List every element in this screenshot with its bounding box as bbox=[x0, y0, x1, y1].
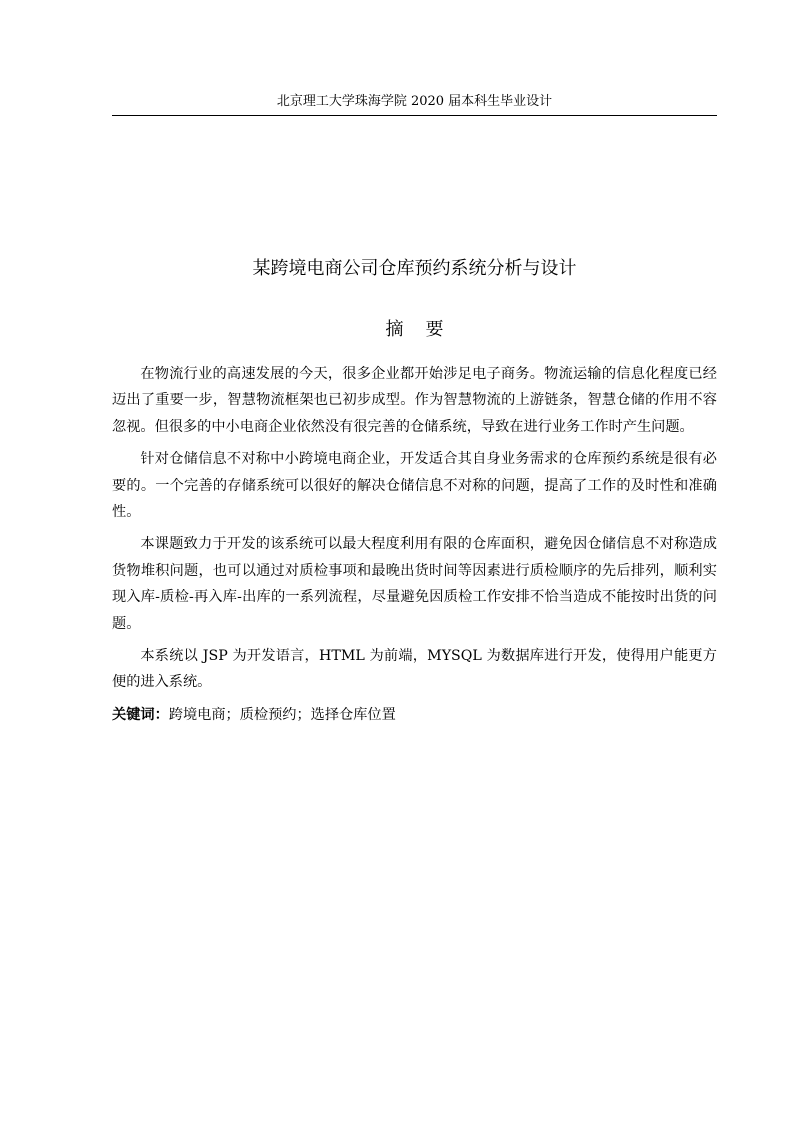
keywords-value: 跨境电商；质检预约；选择仓库位置 bbox=[168, 706, 396, 723]
abstract-paragraph-3: 本课题致力于开发的该系统可以最大程度利用有限的仓库面积，避免因仓储信息不对称造成货物堆积问题，也可以通过对质检事项和最晚出货时间等因素进行质检顺序的先后排列，顺利实现入库-质检-再入库-出库的一系列流程，尽量避免因质检工作安排不恰当造成不能按时出货的问题。 bbox=[112, 536, 717, 632]
keywords-line bbox=[112, 702, 717, 728]
abstract-paragraph-1: 在物流行业的高速发展的今天，很多企业都开始涉足电子商务。物流运输的信息化程度已经迈出了重要一步，智慧物流框架也已初步成型。作为智慧物流的上游链条，智慧仓储的作用不容忽视。但很多的中小电商企业依然没有很完善的仓储系统，导致在进行业务工作时产生问题。 bbox=[112, 366, 717, 435]
abstract-body bbox=[112, 361, 717, 728]
abstract-paragraph-4: 本系统以 JSP 为开发语言，HTML 为前端，MYSQL 为数据库进行开发，使得用户能更方便的进入系统。 bbox=[112, 648, 717, 691]
keywords-label: 关键词： bbox=[112, 706, 169, 723]
page-header bbox=[112, 93, 717, 116]
document-title: 某跨境电商公司仓库预约系统分析与设计 bbox=[252, 258, 577, 279]
abstract-paragraph-2: 针对仓储信息不对称中小跨境电商企业，开发适合其自身业务需求的仓库预约系统是很有必要的。一个完善的存储系统可以很好的解决仓储信息不对称的问题，提高了工作的及时性和准确性。 bbox=[112, 451, 717, 521]
abstract-heading: 摘要 bbox=[385, 319, 466, 340]
header-text: 北京理工大学珠海学院 2020 届本科生毕业设计 bbox=[276, 94, 553, 109]
